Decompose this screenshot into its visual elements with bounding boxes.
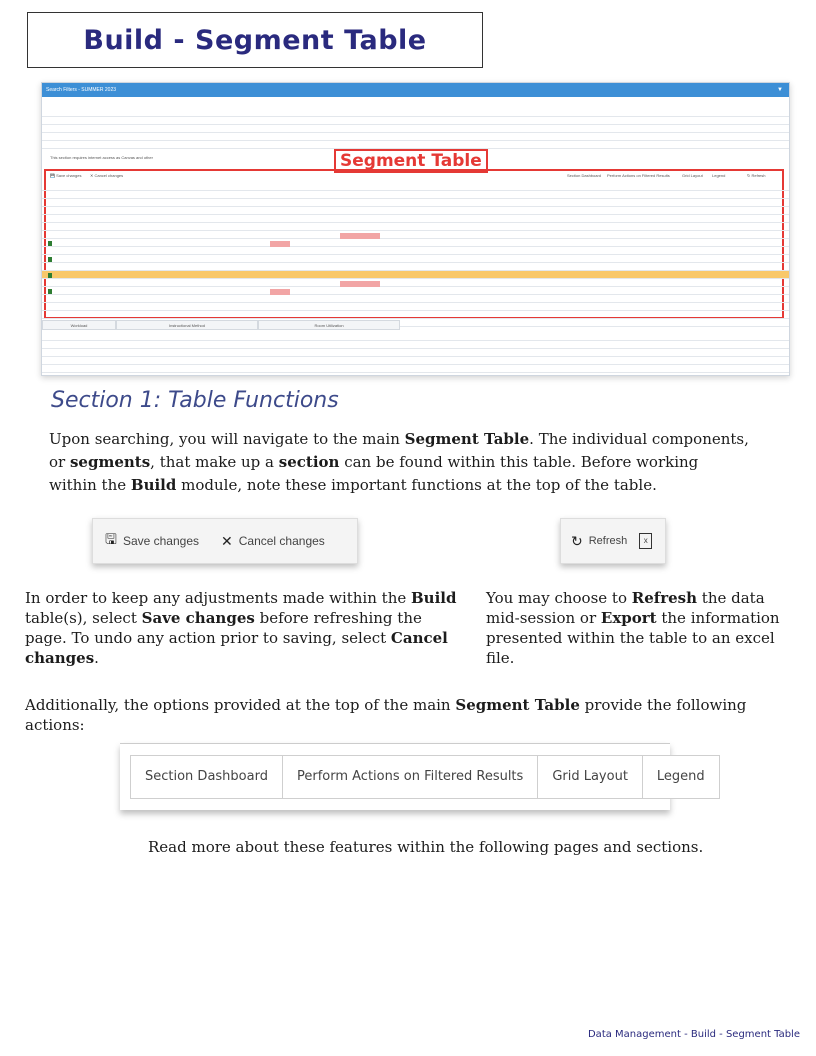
cancel-label: Cancel changes [238, 534, 325, 548]
options-bar-image [120, 743, 705, 810]
intro-paragraph: Upon searching, you will navigate to the main Segment Table. The individual components, or segments, that make up a section can be found within this table. Before working within the Build module, note these important functions at the top of the table. [49, 430, 749, 494]
page-title: Build - Segment Table [83, 24, 427, 56]
error-cell [340, 233, 380, 239]
mini-refresh-button[interactable]: ↻ Refresh [747, 173, 766, 178]
legend-button[interactable]: Legend [656, 769, 705, 784]
options-bar [130, 755, 720, 799]
flag-icon [48, 273, 52, 278]
table-row[interactable] [42, 247, 789, 255]
table-row[interactable] [42, 279, 789, 287]
detail-rows [42, 333, 789, 373]
save-label: Save changes [122, 534, 199, 548]
table-row[interactable] [42, 263, 789, 271]
save-button[interactable] [105, 529, 199, 553]
table-row[interactable] [42, 303, 789, 311]
save-cancel-description: In order to keep any adjustments made within the Build table(s), select Save changes before refreshing the page. To undo any action prior to saving, select Cancel changes. [25, 589, 457, 667]
segment-rows [42, 183, 789, 327]
grid-layout-button[interactable]: Grid Layout [538, 756, 643, 798]
perform-actions-button[interactable]: Perform Actions on Filtered Results [283, 756, 538, 798]
bottom-tabs [42, 320, 789, 330]
filter-grid [42, 109, 789, 149]
tab-room-label: Room Utilization [314, 323, 344, 328]
mini-perform-label: Perform Actions on Filtered Results [607, 173, 670, 178]
mini-save-label: Save changes [56, 173, 82, 178]
search-filters-label: Search Filters - SUMMER 2023 [46, 87, 117, 93]
segment-table-screenshot [41, 82, 790, 376]
segment-table-label: Segment Table [334, 149, 488, 173]
mini-cancel-button[interactable]: ✕ Cancel changes [90, 173, 124, 178]
comment-field[interactable]: This section requires internet access as Canvas and other [50, 155, 153, 160]
cancel-button[interactable] [221, 533, 325, 550]
mini-grid-label: Grid Layout [682, 173, 703, 178]
error-cell [270, 289, 290, 295]
read-more-paragraph: Read more about these features within the following pages and sections. [148, 838, 704, 856]
table-row[interactable] [42, 255, 789, 263]
flag-icon [48, 289, 52, 294]
page-footer: Data Management - Build - Segment Table [587, 1029, 800, 1040]
tab-instructional-method[interactable] [116, 320, 258, 330]
mini-save-button[interactable]: 💾 Save changes [50, 173, 82, 178]
refresh-export-image [560, 518, 666, 564]
table-row[interactable] [42, 287, 789, 295]
flag-icon [48, 257, 52, 262]
mini-refresh-label: Refresh [751, 173, 766, 178]
excel-export-icon: x [639, 533, 652, 549]
mini-dashboard-label: Section Dashboard [567, 173, 602, 178]
excel-export-button[interactable] [639, 533, 652, 549]
close-icon: ✕ [221, 532, 233, 549]
tab-room-utilization[interactable] [258, 320, 400, 330]
save-icon: 🖫 [105, 531, 117, 547]
tab-workload[interactable] [42, 320, 116, 330]
search-filters-bar[interactable] [42, 83, 789, 97]
section-heading: Section 1: Table Functions [51, 388, 339, 413]
refresh-label: Refresh [588, 535, 628, 547]
flag-icon [48, 241, 52, 246]
additional-paragraph: Additionally, the options provided at the top of the main Segment Table provide the following actions: [25, 696, 747, 734]
error-cell [340, 281, 380, 287]
error-cell [270, 241, 290, 247]
mini-legend-label: Legend [712, 173, 726, 178]
tab-instructional-label: Instructional Method [168, 323, 206, 328]
section-dashboard-button[interactable]: Section Dashboard [131, 756, 283, 798]
mini-cancel-label: Cancel changes [94, 173, 124, 178]
mini-grid-button[interactable] [682, 173, 703, 178]
tab-workload-label: Workload [70, 323, 88, 328]
save-cancel-image [92, 518, 358, 564]
title-box [27, 12, 483, 68]
refresh-icon: ↻ [571, 532, 583, 549]
table-row[interactable] [42, 311, 789, 319]
table-row-selected[interactable] [42, 271, 789, 279]
mini-legend-button[interactable] [712, 173, 725, 178]
mini-perform-button[interactable] [607, 173, 670, 178]
chevron-down-icon[interactable]: ▼ [777, 87, 783, 93]
mini-dashboard-button[interactable] [567, 173, 601, 178]
table-row[interactable] [42, 295, 789, 303]
refresh-export-description: You may choose to Refresh the data mid-session or Export the information presented within the table to an excel file. [486, 589, 780, 667]
refresh-button[interactable] [571, 533, 627, 550]
